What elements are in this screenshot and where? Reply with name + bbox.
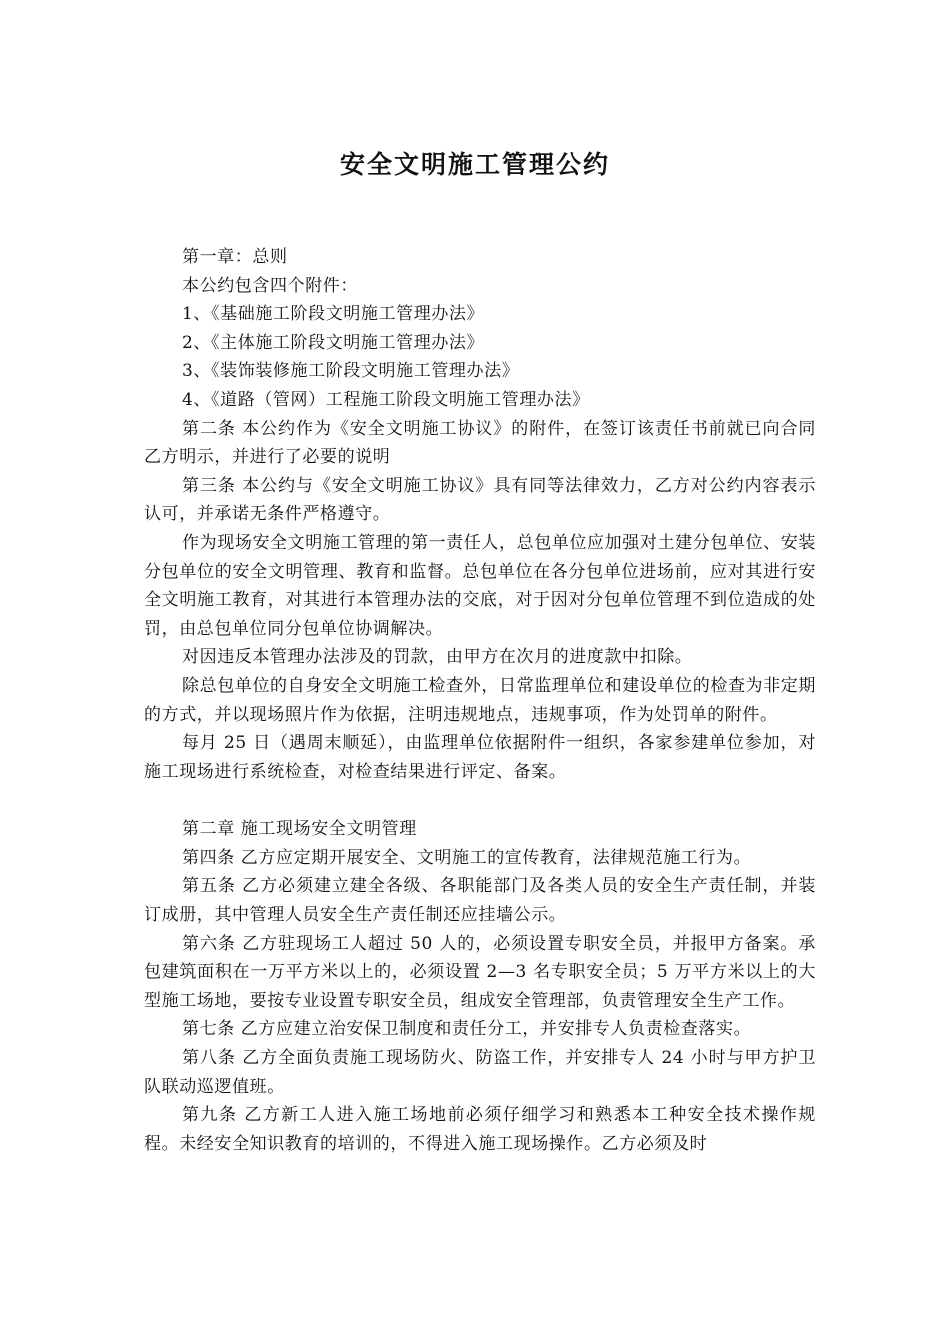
article-2-paragraph: 第二条 本公约作为《安全文明施工协议》的附件，在签订该责任书前就已向合同乙方明示，并进行了必要的说明	[144, 418, 816, 468]
attachment-item: 2、《主体施工阶段文明施工管理办法》	[182, 332, 485, 353]
chapter-2-heading: 第二章 施工现场安全文明管理	[182, 819, 417, 840]
attachment-item: 4、《道路（管网）工程施工阶段文明施工管理办法》	[182, 389, 590, 410]
attachment-item: 3、《装饰装修施工阶段文明施工管理办法》	[182, 361, 520, 382]
article-4-paragraph: 第四条 乙方应定期开展安全、文明施工的宣传教育，法律规范施工行为。	[182, 847, 752, 868]
inspection-paragraph: 除总包单位的自身安全文明施工检查外，日常监理单位和建设单位的检查为非定期的方式，并以现场照片作为依据，注明违规地点，违规事项，作为处罚单的附件。	[144, 675, 816, 725]
article-6-paragraph: 第六条 乙方驻现场工人超过 50 人的，必须设置专职安全员，并报甲方备案。承包建筑面积在一万平方米以上的，必须设置 2—3 名专职安全员；5 万平方米以上的大型施工场地，要按专业设置专职安全员，组成安全管理部，负责管理安全生产工作。	[144, 933, 816, 1011]
general-contractor-paragraph: 作为现场安全文明施工管理的第一责任人，总包单位应加强对土建分包单位、安装分包单位的安全文明管理、教育和监督。总包单位在各分包单位进场前，应对其进行安全文明施工教育，对其进行本管理办法的交底，对于因对分包单位管理不到位造成的处罚，由总包单位同分包单位协调解决。	[144, 532, 816, 639]
article-3-paragraph: 第三条 本公约与《安全文明施工协议》具有同等法律效力，乙方对公约内容表示认可，并承诺无条件严格遵守。	[144, 475, 816, 525]
article-9-paragraph: 第九条 乙方新工人进入施工场地前必须仔细学习和熟悉本工种安全技术操作规程。未经安全知识教育的培训的，不得进入施工现场操作。乙方必须及时	[144, 1105, 816, 1154]
fines-paragraph: 对因违反本管理办法涉及的罚款，由甲方在次月的进度款中扣除。	[182, 647, 693, 668]
article-5-paragraph: 第五条 乙方必须建立建全各级、各职能部门及各类人员的安全生产责任制，并装订成册，其中管理人员安全生产责任制还应挂墙公示。	[144, 876, 816, 926]
document-body	[144, 243, 816, 1158]
article-7-paragraph: 第七条 乙方应建立治安保卫制度和责任分工，并安排专人负责检查落实。	[182, 1019, 752, 1040]
monthly-inspection-paragraph: 每月 25 日（遇周末顺延），由监理单位依据附件一组织，各家参建单位参加，对施工现场进行系统检查，对检查结果进行评定、备案。	[144, 733, 816, 782]
section-spacer	[144, 786, 816, 815]
article-8-paragraph: 第八条 乙方全面负责施工现场防火、防盗工作，并安排专人 24 小时与甲方护卫队联动巡逻值班。	[144, 1048, 816, 1097]
document-title: 安全文明施工管理公约	[339, 150, 610, 179]
attachments-intro: 本公约包含四个附件：	[182, 275, 358, 296]
attachment-item: 1、《基础施工阶段文明施工管理办法》	[182, 304, 485, 325]
chapter-1-heading: 第一章：总则	[182, 247, 288, 267]
